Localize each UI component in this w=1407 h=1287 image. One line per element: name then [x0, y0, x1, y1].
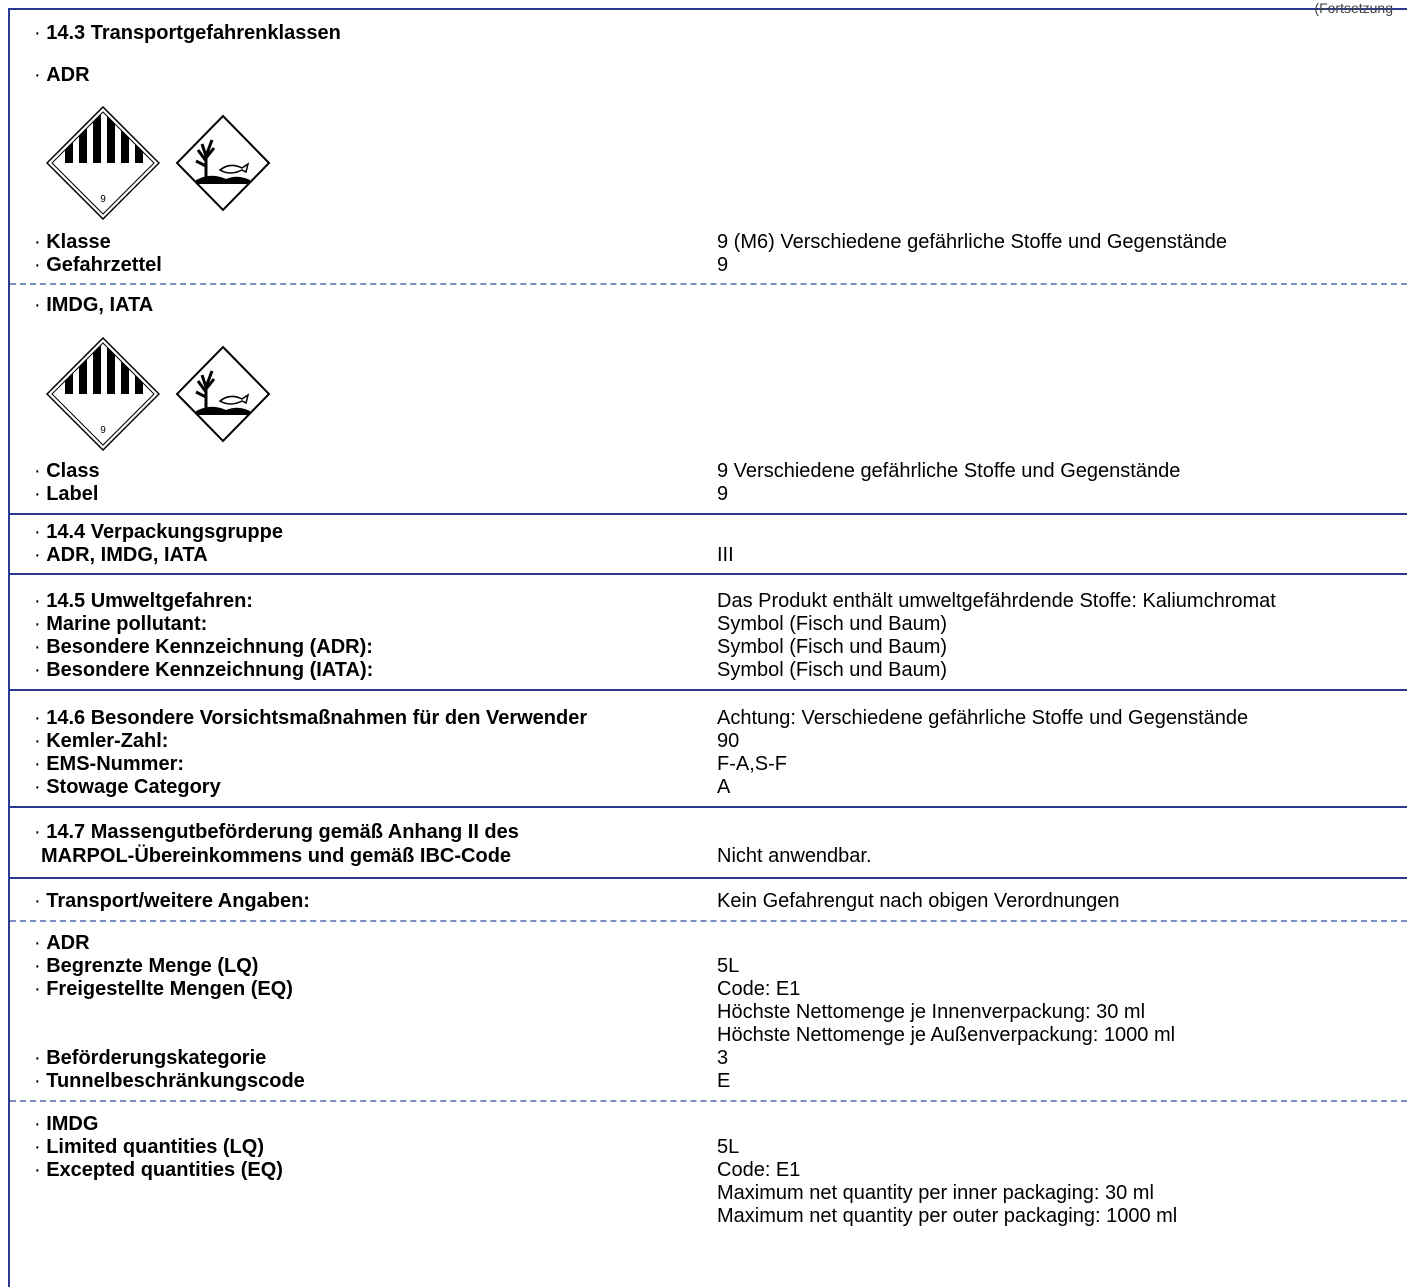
sds-page: [8, 0, 1407, 1287]
divider: [10, 513, 1407, 515]
bulk-transport-row: MARPOL-Übereinkommens und gemäß IBC-Code Nicht anwendbar.: [41, 845, 872, 867]
continuation-note: (Fortsetzung: [1314, 0, 1393, 16]
class-row: · Class 9 Verschiedene gefährliche Stoffe und Gegenstände: [34, 460, 1181, 482]
divider: [10, 573, 1407, 575]
imdg-lq-row: · Limited quantities (LQ) 5L: [34, 1136, 740, 1158]
placard-number: 9: [100, 194, 106, 205]
imdg-iata-subheading: · IMDG, IATA: [34, 294, 154, 316]
divider: [10, 689, 1407, 691]
section-14-4-heading: · 14.4 Verpackungsgruppe: [34, 521, 283, 543]
imdg-eq-line: Maximum net quantity per inner packaging: 30 ml: [717, 1182, 1154, 1204]
divider: [10, 283, 1407, 285]
imdg-eq-row: · Excepted quantities (EQ) Code: E1: [34, 1159, 801, 1181]
adr-heading: · ADR: [34, 932, 90, 954]
klasse-row: · Klasse 9 (M6) Verschiedene gefährliche Stoffe und Gegenstände: [34, 231, 1227, 253]
adr-eq-line: Höchste Nettomenge je Außenverpackung: 1000 ml: [717, 1024, 1176, 1046]
section-14-3-heading: · 14.3 Transportgefahrenklassen: [34, 22, 341, 44]
special-precautions-row: · 14.6 Besondere Vorsichtsmaßnahmen für den Verwender Achtung: Verschiedene gefährliche Stoffe und Gegenstände: [34, 707, 1249, 729]
divider: [10, 920, 1407, 922]
transport-category-row: · Beförderungskategorie 3: [34, 1047, 729, 1069]
marking-iata-row: · Besondere Kennzeichnung (IATA): Symbol (Fisch und Baum): [34, 659, 948, 681]
environment-hazard-icon: [166, 106, 280, 220]
placard-number: 9: [100, 425, 106, 436]
class-9-placard-icon: [46, 337, 160, 451]
label-row: · Label 9: [34, 483, 729, 505]
adr-lq-row: · Begrenzte Menge (LQ) 5L: [34, 955, 740, 977]
divider: [10, 1100, 1407, 1102]
marking-adr-row: · Besondere Kennzeichnung (ADR): Symbol (Fisch und Baum): [34, 636, 948, 658]
adr-eq-row: · Freigestellte Mengen (EQ) Code: E1: [34, 978, 801, 1000]
class-9-placard-icon: [46, 106, 160, 220]
marine-pollutant-row: · Marine pollutant: Symbol (Fisch und Baum): [34, 613, 948, 635]
transport-further-row: · Transport/weitere Angaben: Kein Gefahrengut nach obigen Verordnungen: [34, 890, 1120, 912]
imdg-heading: · IMDG: [34, 1113, 99, 1135]
adr-subheading: · ADR: [34, 64, 90, 86]
ems-row: · EMS-Nummer: F-A,S-F: [34, 753, 787, 775]
imdg-iata-pictograms: [46, 337, 280, 451]
bulk-transport-heading: · 14.7 Massengutbeförderung gemäß Anhang II des: [34, 821, 519, 843]
env-hazards-row: · 14.5 Umweltgefahren: Das Produkt enthält umweltgefährdende Stoffe: Kaliumchromat: [34, 590, 1276, 612]
environment-hazard-icon: [166, 337, 280, 451]
kemler-row: · Kemler-Zahl: 90: [34, 730, 740, 752]
packing-group-row: · ADR, IMDG, IATA III: [34, 544, 734, 566]
gefahrzettel-row: · Gefahrzettel 9: [34, 254, 729, 276]
adr-eq-line: Höchste Nettomenge je Innenverpackung: 30 ml: [717, 1001, 1146, 1023]
imdg-eq-line: Maximum net quantity per outer packaging: 1000 ml: [717, 1205, 1178, 1227]
adr-pictograms: [46, 106, 280, 220]
divider: [10, 877, 1407, 879]
tunnel-code-row: · Tunnelbeschränkungscode E: [34, 1070, 731, 1092]
stowage-row: · Stowage Category A: [34, 776, 731, 798]
divider: [10, 806, 1407, 808]
